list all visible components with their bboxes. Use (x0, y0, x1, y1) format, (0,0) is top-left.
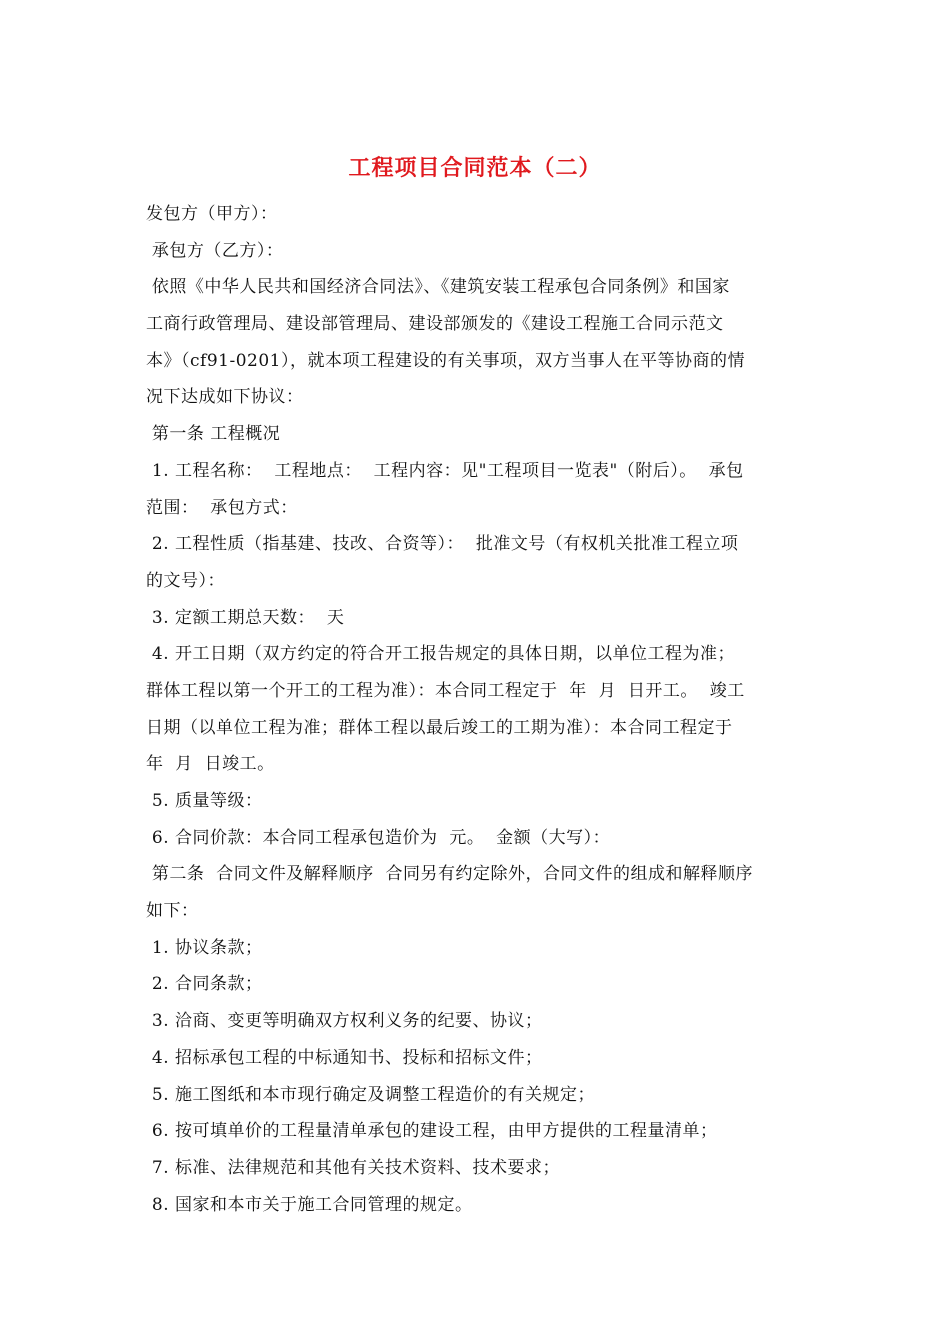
document-line: 6. 按可填单价的工程量清单承包的建设工程，由甲方提供的工程量清单； (146, 1121, 718, 1142)
document-line: 年 月 日竣工。 (146, 754, 275, 775)
document-line: 6. 合同价款：本合同工程承包造价为 元。 金额（大写）： (146, 827, 611, 848)
document-line: 4. 招标承包工程的中标通知书、投标和招标文件； (146, 1047, 543, 1068)
document-line: 如下： (146, 901, 199, 922)
document-title: 工程项目合同范本（二） (348, 155, 602, 181)
document-line: 1. 协议条款； (146, 937, 263, 958)
document-line: 工商行政管理局、建设部管理局、建设部颁发的《建设工程施工合同示范文 (146, 314, 724, 335)
document-line: 5. 施工图纸和本市现行确定及调整工程造价的有关规定； (146, 1084, 596, 1105)
document-line: 第二条 合同文件及解释顺序 合同另有约定除外，合同文件的组成和解释顺序 (146, 864, 754, 885)
document-body (146, 196, 808, 1223)
document-line: 第一条 工程概况 (146, 424, 281, 445)
document-line: 依照《中华人民共和国经济合同法》、《建筑安装工程承包合同条例》和国家 (146, 277, 730, 298)
document-line: 况下达成如下协议： (146, 387, 304, 408)
document-line: 5. 质量等级： (146, 791, 263, 811)
document-line: 日期（以单位工程为准；群体工程以最后竣工的工期为准）：本合同工程定于 (146, 717, 733, 738)
document-line: 2. 合同条款； (146, 974, 263, 995)
document-line: 7. 标准、法律规范和其他有关技术资料、技术要求； (146, 1157, 561, 1178)
document-line: 8. 国家和本市关于施工合同管理的规定。 (146, 1194, 473, 1215)
document-line: 本》（cf91-0201），就本项工程建设的有关事项，双方当事人在平等协商的情 (146, 350, 745, 371)
document-line: 发包方（甲方）： (146, 204, 278, 224)
document-line: 4. 开工日期（双方约定的符合开工报告规定的具体日期，以单位工程为准； (146, 644, 736, 665)
document-line: 1. 工程名称： 工程地点： 工程内容：见"工程项目一览表"（附后）。 承包 (146, 460, 744, 481)
document-line: 3. 洽商、变更等明确双方权利义务的纪要、协议； (146, 1011, 543, 1032)
document-line: 2. 工程性质（指基建、技改、合资等）： 批准文号（有权机关批准工程立项 (146, 534, 739, 555)
document-line: 3. 定额工期总天数： 天 (146, 607, 345, 628)
document-line: 承包方（乙方）： (146, 240, 284, 261)
document-line: 群体工程以第一个开工的工程为准）：本合同工程定于 年 月 日开工。 竣工 (146, 680, 745, 701)
document-line: 范围： 承包方式： (146, 497, 298, 518)
document-line: 的文号）： (146, 570, 225, 591)
